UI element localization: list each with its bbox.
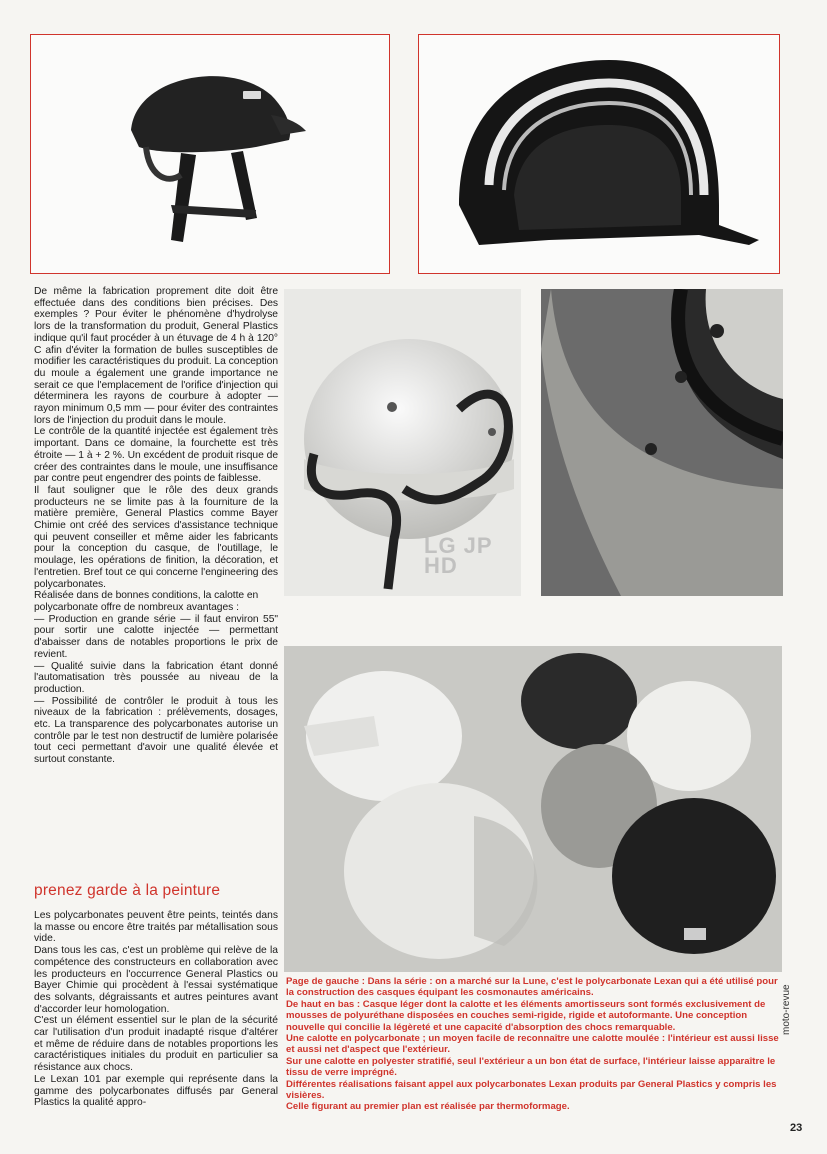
paragraph: Les polycarbonates peuvent être peints, teintés dans la masse ou encore être traités par métallisation sous vide. <box>34 910 278 945</box>
caption-line: Sur une calotte en polyester stratifié, seul l'extérieur a un bon état de surface, l'intérieur laisse apparaître le tissu de verre imprégné. <box>286 1055 776 1079</box>
caption-line: Une calotte en polycarbonate ; un moyen facile de reconnaître une calotte moulée : l'intérieur est aussi lisse et aussi net d'aspect que l'extérieur. <box>286 1033 779 1056</box>
paragraph: Le Lexan 101 par exemple qui représente dans la gamme des polycarbonates diffusés par General Plastics la qualité appro- <box>34 1073 278 1109</box>
watermark: LG JP HD <box>424 533 493 578</box>
photo-shell-cross-section <box>418 34 780 274</box>
caption-line: Différentes réalisations faisant appel aux polycarbonates Lexan produits par General Plastics y compris les visières. <box>286 1078 777 1102</box>
paragraph: Il faut souligner que le rôle des deux grands producteurs ne se limite pas à la fourniture de la matière première, General Plastics comme Bayer Chimie ont créé des services d'assistance technique qui peuvent conseiller et même aider les fabricants pour la conception du casque, de l'outillage, le moulage, les opérations de finition, la décoration, et l'entretien. Bref tout ce qui concerne l'engineering des polycarbonates. <box>34 484 278 590</box>
photo-helmet-group <box>284 646 782 972</box>
page-number: 23 <box>790 1122 803 1134</box>
interior-illustration <box>541 289 783 596</box>
caption-line: Celle figurant au premier plan est réalisée par thermoformage. <box>286 1101 570 1113</box>
helmet-group-illustration <box>284 646 782 972</box>
article-column-2 <box>34 910 278 1109</box>
caption-line: Page de gauche : Dans la série : on a marché sur la Lune, c'est le polycarbonate Lexan qui a été utilisé pour la construction des casques équipant les cosmonautes américains. <box>286 976 778 999</box>
paragraph: — Production en grande série — il faut environ 55" pour sortir une calotte injectée — permettant d'abaisser dans de notables proportions le prix de revient. <box>34 613 278 660</box>
article-column-1 <box>34 286 278 766</box>
caption-line: De haut en bas : Casque léger dont la calotte et les éléments amortisseurs sont formés exclusivement de mousses de polyuréthane disposées en couches semi-rigide, rigide et autoformante. Une conception nouvelle qui concilie la légèreté et une capacité d'absorption des chocs remarquable. <box>286 998 766 1033</box>
paragraph: Réalisée dans de bonnes conditions, la calotte en polycarbonate offre de nombreux avantages : <box>34 590 259 613</box>
section-heading: prenez garde à la peinture <box>34 882 221 899</box>
paragraph: — Qualité suivie dans la fabrication étant donné l'automatisation très poussée au niveau de la production. <box>34 660 278 695</box>
helmet-illustration <box>31 35 388 272</box>
paragraph: Le contrôle de la quantité injectée est également très important. Dans ce domaine, la fourchette est très étroite — 1 à + 2 %. Un excédent de produit risque de créer des contraintes dans le moule, une insuffisance par contre peut engendrer des points de faiblesse. <box>34 426 278 485</box>
photo-light-helmet <box>30 34 390 274</box>
paragraph: Dans tous les cas, c'est un problème qui relève de la compétence des constructeurs en collaboration avec les producteurs en l'occurrence General Plastics ou Bayer Chimie qui procèdent à l'essai systématique des solvants, dégraissants et autres peintures avant d'accorder leur homologation. <box>34 945 278 1015</box>
shell-illustration <box>419 35 778 272</box>
photo-caption <box>286 976 786 1113</box>
paragraph: C'est un élément essentiel sur le plan de la sécurité car l'utilisation d'un produit inadapté risque d'altérer et même de réduire dans de notables proportions les caractéristiques initiales du produit en particulier sa résistance aux chocs. <box>34 1015 278 1074</box>
paragraph: — Possibilité de contrôler le produit à tous les niveaux de la fabrication : prélèvements, dosages, etc. La transparence des polycarbonates autorise un contrôle par le test non destructif de lumière polarisée tout ceci permettant d'avoir une qualité élevée et surtout constante. <box>34 695 278 766</box>
photo-shell-interior <box>541 289 783 596</box>
paragraph: De même la fabrication proprement dite doit être effectuée dans des conditions bien précises. Des exemples ? Pour éviter le phénomène d'hydrolyse lors de la transformation du produit, General Plastics indique qu'il faut procéder à un étuvage de 4 h à 120° C afin d'éviter la formation de bulles susceptibles de modifier les caractéristiques du produit. La conception du moule a également une grande importance ne serait ce que l'emplacement de l'orifice d'injection qui déterminera les rayons de courbure à adopter — rayon minimum 0,5 mm — pour éviter des contraintes lors de l'injection du produit dans le moule. <box>34 286 278 426</box>
magazine-name: moto-revue <box>781 984 792 1035</box>
